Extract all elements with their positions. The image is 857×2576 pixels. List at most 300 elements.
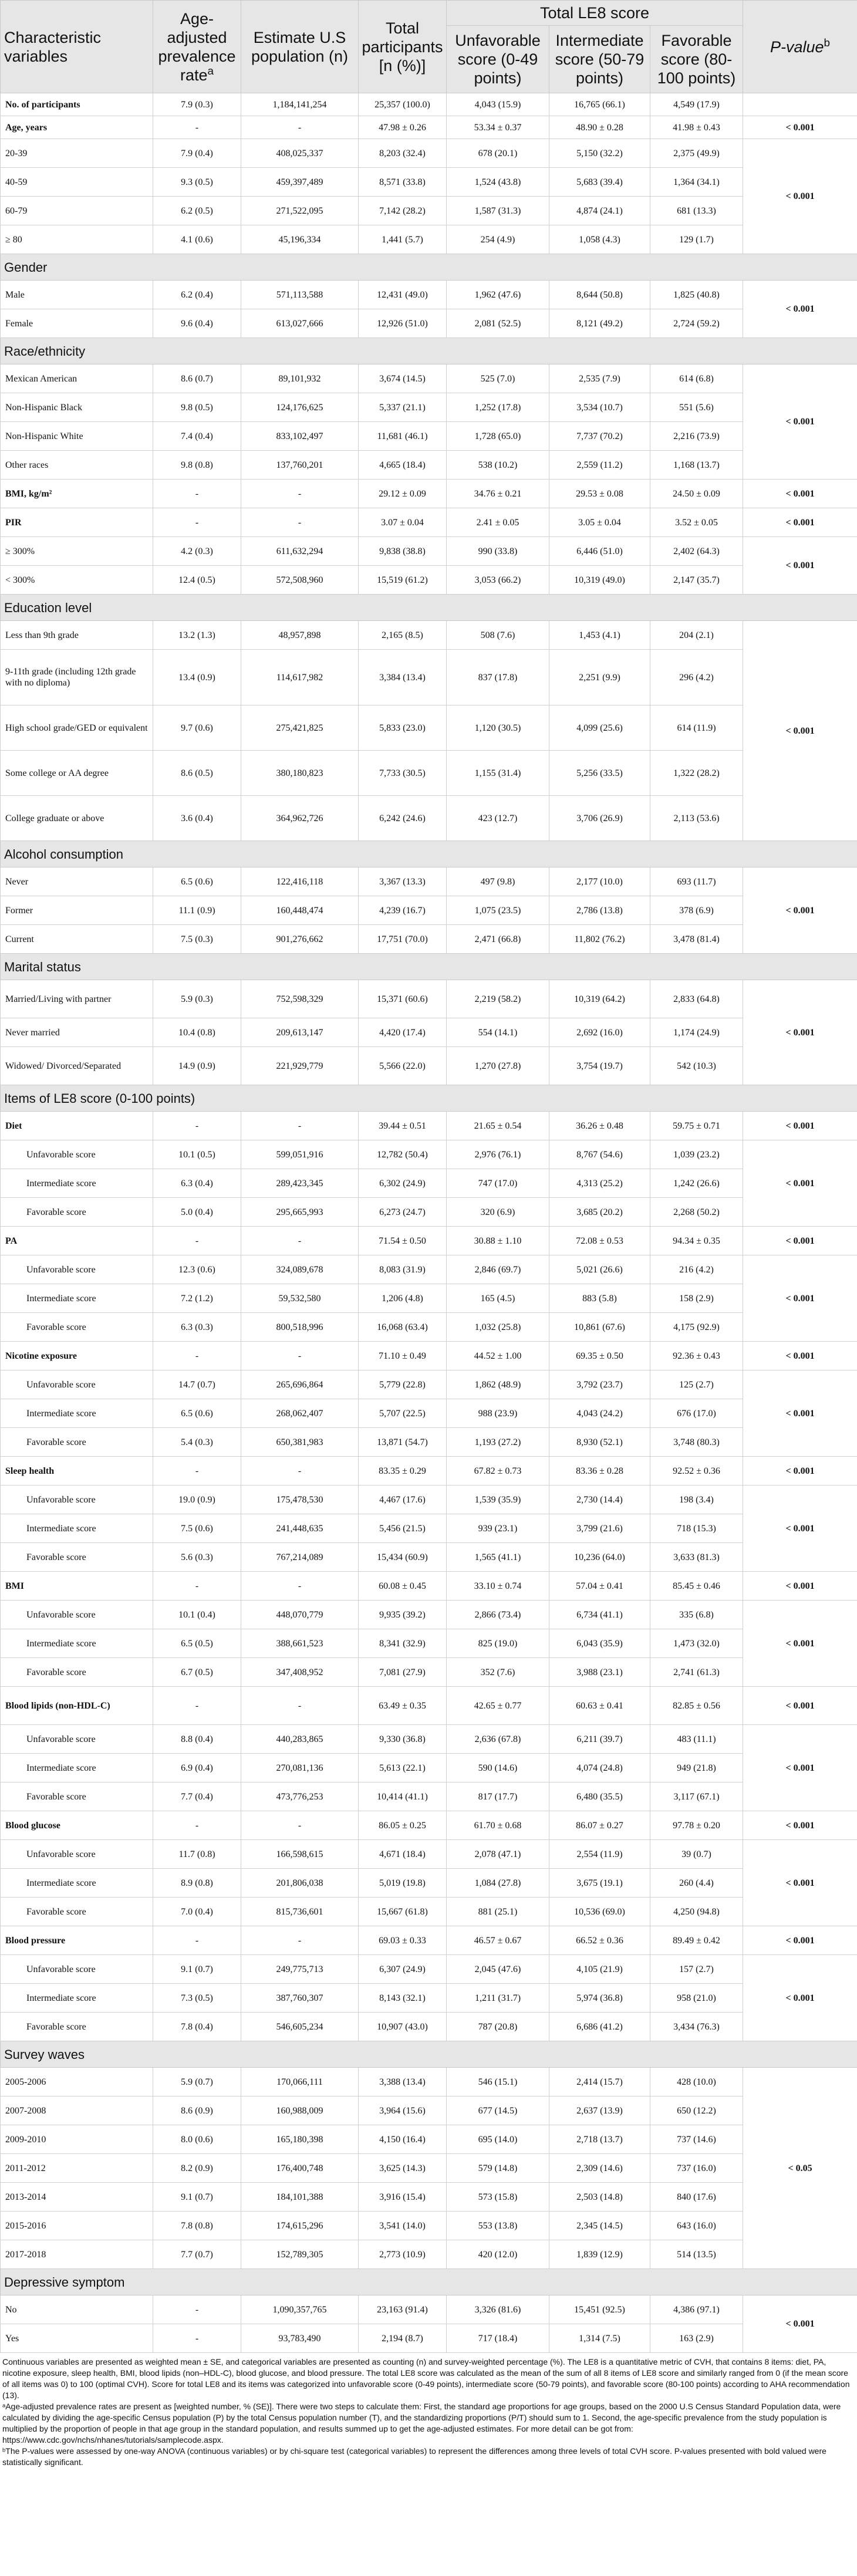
table-row xyxy=(1,1018,857,1047)
intermediate-cell: 2,554 (11.9) xyxy=(549,1840,650,1869)
unfavorable-cell: 2,045 (47.6) xyxy=(447,1955,549,1984)
total-cell: 4,420 (17.4) xyxy=(359,1018,447,1047)
favorable-cell: 82.85 ± 0.56 xyxy=(650,1687,743,1725)
prevalence-cell: 6.9 (0.4) xyxy=(153,1754,241,1782)
intermediate-cell: 2,559 (11.2) xyxy=(549,451,650,480)
intermediate-cell: 5,256 (33.5) xyxy=(549,751,650,796)
prevalence-cell: 9.7 (0.6) xyxy=(153,705,241,751)
unfavorable-cell: 3,053 (66.2) xyxy=(447,566,549,595)
population-cell: 152,789,305 xyxy=(241,2240,359,2269)
row-label: Mexican American xyxy=(1,364,153,393)
total-cell: 10,414 (41.1) xyxy=(359,1782,447,1811)
favorable-cell: 296 (4.2) xyxy=(650,650,743,705)
unfavorable-cell: 717 (18.4) xyxy=(447,2324,549,2353)
row-label: PIR xyxy=(1,508,153,537)
favorable-cell: 3,748 (80.3) xyxy=(650,1428,743,1457)
favorable-cell: 1,242 (26.6) xyxy=(650,1169,743,1198)
total-cell: 5,456 (21.5) xyxy=(359,1514,447,1543)
row-label: College graduate or above xyxy=(1,796,153,841)
unfavorable-cell: 42.65 ± 0.77 xyxy=(447,1687,549,1725)
total-cell: 17,751 (70.0) xyxy=(359,925,447,954)
favorable-cell: 514 (13.5) xyxy=(650,2240,743,2269)
prevalence-cell: 9.8 (0.8) xyxy=(153,451,241,480)
prevalence-cell: 10.4 (0.8) xyxy=(153,1018,241,1047)
total-cell: 71.54 ± 0.50 xyxy=(359,1227,447,1255)
prevalence-cell: 3.6 (0.4) xyxy=(153,796,241,841)
intermediate-cell: 4,313 (25.2) xyxy=(549,1169,650,1198)
population-cell: 268,062,407 xyxy=(241,1399,359,1428)
intermediate-cell: 4,074 (24.8) xyxy=(549,1754,650,1782)
row-label: High school grade/GED or equivalent xyxy=(1,705,153,751)
population-cell: 752,598,329 xyxy=(241,980,359,1018)
header-characteristic: Characteristic variables xyxy=(1,1,153,93)
favorable-cell: 643 (16.0) xyxy=(650,2212,743,2240)
prevalence-cell: - xyxy=(153,1687,241,1725)
population-cell: 265,696,864 xyxy=(241,1370,359,1399)
population-cell: 572,508,960 xyxy=(241,566,359,595)
table-row xyxy=(1,2154,857,2183)
favorable-cell: 92.52 ± 0.36 xyxy=(650,1457,743,1485)
favorable-cell: 378 (6.9) xyxy=(650,896,743,925)
row-label: Intermediate score xyxy=(1,1629,153,1658)
table-row xyxy=(1,1898,857,1926)
section-title: Alcohol consumption xyxy=(1,841,857,867)
header-p-value: P-value$^b$ xyxy=(743,1,857,93)
prevalence-cell: - xyxy=(153,1342,241,1370)
population-cell: 166,598,615 xyxy=(241,1840,359,1869)
prevalence-cell: 4.2 (0.3) xyxy=(153,537,241,566)
prevalence-cell: 12.4 (0.5) xyxy=(153,566,241,595)
favorable-cell: 59.75 ± 0.71 xyxy=(650,1112,743,1140)
prevalence-cell: 11.1 (0.9) xyxy=(153,896,241,925)
total-cell: 39.44 ± 0.51 xyxy=(359,1112,447,1140)
total-cell: 10,907 (43.0) xyxy=(359,2013,447,2041)
header-unfavorable: Unfavorable score (0-49 points) xyxy=(447,26,549,93)
prevalence-cell: 7.5 (0.6) xyxy=(153,1514,241,1543)
total-cell: 6,307 (24.9) xyxy=(359,1955,447,1984)
table-row xyxy=(1,2096,857,2125)
unfavorable-cell: 53.34 ± 0.37 xyxy=(447,116,549,139)
unfavorable-cell: 538 (10.2) xyxy=(447,451,549,480)
table-body xyxy=(1,93,857,2353)
unfavorable-cell: 579 (14.8) xyxy=(447,2154,549,2183)
total-cell: 71.10 ± 0.49 xyxy=(359,1342,447,1370)
intermediate-cell: 3.05 ± 0.04 xyxy=(549,508,650,537)
total-cell: 63.49 ± 0.35 xyxy=(359,1687,447,1725)
prevalence-cell: 7.8 (0.4) xyxy=(153,2013,241,2041)
row-label: BMI, kg/m² xyxy=(1,480,153,508)
population-cell: 221,929,779 xyxy=(241,1047,359,1085)
table-row xyxy=(1,309,857,338)
favorable-cell: 542 (10.3) xyxy=(650,1047,743,1085)
intermediate-cell: 6,043 (35.9) xyxy=(549,1629,650,1658)
table-row xyxy=(1,2013,857,2041)
population-cell: 650,381,983 xyxy=(241,1428,359,1457)
intermediate-cell: 1,839 (12.9) xyxy=(549,2240,650,2269)
row-label: PA xyxy=(1,1227,153,1255)
population-cell: - xyxy=(241,480,359,508)
favorable-cell: 2,402 (64.3) xyxy=(650,537,743,566)
unfavorable-cell: 254 (4.9) xyxy=(447,225,549,254)
table-row xyxy=(1,139,857,168)
population-cell: - xyxy=(241,1227,359,1255)
total-cell: 4,239 (16.7) xyxy=(359,896,447,925)
favorable-cell: 693 (11.7) xyxy=(650,867,743,896)
unfavorable-cell: 1,587 (31.3) xyxy=(447,197,549,225)
unfavorable-cell: 508 (7.6) xyxy=(447,621,549,650)
row-label: 2011-2012 xyxy=(1,2154,153,2183)
favorable-cell: 92.36 ± 0.43 xyxy=(650,1342,743,1370)
prevalence-cell: 19.0 (0.9) xyxy=(153,1485,241,1514)
prevalence-cell: - xyxy=(153,1227,241,1255)
table-row xyxy=(1,1984,857,2013)
total-cell: 7,142 (28.2) xyxy=(359,197,447,225)
row-label: Some college or AA degree xyxy=(1,751,153,796)
favorable-cell: 41.98 ± 0.43 xyxy=(650,116,743,139)
favorable-cell: 335 (6.8) xyxy=(650,1601,743,1629)
population-cell: 448,070,779 xyxy=(241,1601,359,1629)
p-value-cell: < 0.001 xyxy=(743,1370,857,1457)
table-row xyxy=(1,1140,857,1169)
population-cell: 295,665,993 xyxy=(241,1198,359,1227)
table-row xyxy=(1,1658,857,1687)
favorable-cell: 2,147 (35.7) xyxy=(650,566,743,595)
intermediate-cell: 48.90 ± 0.28 xyxy=(549,116,650,139)
table-row xyxy=(1,1399,857,1428)
population-cell: 324,089,678 xyxy=(241,1255,359,1284)
intermediate-cell: 6,446 (51.0) xyxy=(549,537,650,566)
table-row xyxy=(1,281,857,309)
population-cell: - xyxy=(241,1457,359,1485)
table-row xyxy=(1,1955,857,1984)
population-cell: 249,775,713 xyxy=(241,1955,359,1984)
p-value-cell: < 0.001 xyxy=(743,1342,857,1370)
prevalence-cell: 8.6 (0.5) xyxy=(153,751,241,796)
unfavorable-cell: 420 (12.0) xyxy=(447,2240,549,2269)
intermediate-cell: 4,105 (21.9) xyxy=(549,1955,650,1984)
population-cell: 45,196,334 xyxy=(241,225,359,254)
population-cell: 184,101,388 xyxy=(241,2183,359,2212)
row-label: 2017-2018 xyxy=(1,2240,153,2269)
intermediate-cell: 10,319 (64.2) xyxy=(549,980,650,1018)
table-row xyxy=(1,1782,857,1811)
section-header-row xyxy=(1,338,857,364)
row-label: BMI xyxy=(1,1572,153,1601)
section-title: Items of LE8 score (0-100 points) xyxy=(1,1085,857,1112)
total-cell: 5,779 (22.8) xyxy=(359,1370,447,1399)
row-label: 2013-2014 xyxy=(1,2183,153,2212)
prevalence-cell: 7.9 (0.4) xyxy=(153,139,241,168)
row-label: Former xyxy=(1,896,153,925)
row-label: Male xyxy=(1,281,153,309)
table-row xyxy=(1,1869,857,1898)
row-label: ≥ 300% xyxy=(1,537,153,566)
unfavorable-cell: 1,193 (27.2) xyxy=(447,1428,549,1457)
intermediate-cell: 8,121 (49.2) xyxy=(549,309,650,338)
unfavorable-cell: 497 (9.8) xyxy=(447,867,549,896)
total-cell: 3,625 (14.3) xyxy=(359,2154,447,2183)
p-value-cell: < 0.001 xyxy=(743,1687,857,1725)
p-value-cell: < 0.001 xyxy=(743,480,857,508)
table-row xyxy=(1,1485,857,1514)
table-row xyxy=(1,751,857,796)
p-value-cell: < 0.001 xyxy=(743,1140,857,1227)
intermediate-cell: 3,988 (23.1) xyxy=(549,1658,650,1687)
footnote-a: ᵃAge-adjusted prevalence rates are present as [weighted number, % (SE)]. There were two steps to calculate them: First, the standard age proportions for age groups, based on the 2000 U.S Census Standard Population data, were calculated by dividing the age-specific Census population (P) by the total Census population number (T), and the standardizing proportions (P/T) should sum to 1. Second, the age-specific prevalence from the study population is multiplied by the proportion of people in that age group in the standard population, and results summed up to get the age-adjusted estimates. For more detail can be got from: https://www.cdc.gov/nchs/nhanes/tutorials/samplecode.aspx. xyxy=(2,2402,841,2445)
intermediate-cell: 57.04 ± 0.41 xyxy=(549,1572,650,1601)
table-row xyxy=(1,1169,857,1198)
population-cell: 387,760,307 xyxy=(241,1984,359,2013)
unfavorable-cell: 1,728 (65.0) xyxy=(447,422,549,451)
favorable-cell: 718 (15.3) xyxy=(650,1514,743,1543)
population-cell: - xyxy=(241,1926,359,1955)
row-label: 2009-2010 xyxy=(1,2125,153,2154)
population-cell: 459,397,489 xyxy=(241,168,359,197)
row-label: Unfavorable score xyxy=(1,1601,153,1629)
intermediate-cell: 7,737 (70.2) xyxy=(549,422,650,451)
table-row xyxy=(1,1112,857,1140)
population-cell: 599,051,916 xyxy=(241,1140,359,1169)
unfavorable-cell: 1,270 (27.8) xyxy=(447,1047,549,1085)
row-label: Intermediate score xyxy=(1,1869,153,1898)
row-label: Favorable score xyxy=(1,1198,153,1227)
row-label: Unfavorable score xyxy=(1,1370,153,1399)
total-cell: 8,571 (33.8) xyxy=(359,168,447,197)
prevalence-cell: 9.3 (0.5) xyxy=(153,168,241,197)
favorable-cell: 958 (21.0) xyxy=(650,1984,743,2013)
total-cell: 2,165 (8.5) xyxy=(359,621,447,650)
total-cell: 4,671 (18.4) xyxy=(359,1840,447,1869)
population-cell: 174,615,296 xyxy=(241,2212,359,2240)
prevalence-cell: 14.7 (0.7) xyxy=(153,1370,241,1399)
row-label: Blood glucose xyxy=(1,1811,153,1840)
total-cell: 9,838 (38.8) xyxy=(359,537,447,566)
intermediate-cell: 4,043 (24.2) xyxy=(549,1399,650,1428)
intermediate-cell: 10,861 (67.6) xyxy=(549,1313,650,1342)
p-value-cell: < 0.001 xyxy=(743,980,857,1085)
prevalence-cell: 14.9 (0.9) xyxy=(153,1047,241,1085)
prevalence-cell: - xyxy=(153,1811,241,1840)
total-cell: 60.08 ± 0.45 xyxy=(359,1572,447,1601)
total-cell: 3,964 (15.6) xyxy=(359,2096,447,2125)
intermediate-cell: 2,730 (14.4) xyxy=(549,1485,650,1514)
row-label: Blood lipids (non-HDL-C) xyxy=(1,1687,153,1725)
prevalence-cell: 6.5 (0.5) xyxy=(153,1629,241,1658)
prevalence-cell: - xyxy=(153,1112,241,1140)
prevalence-cell: - xyxy=(153,480,241,508)
prevalence-cell: - xyxy=(153,2295,241,2324)
intermediate-cell: 5,150 (32.2) xyxy=(549,139,650,168)
table-row xyxy=(1,1601,857,1629)
total-cell: 3,367 (13.3) xyxy=(359,867,447,896)
row-label: Widowed/ Divorced/Separated xyxy=(1,1047,153,1085)
population-cell: 289,423,345 xyxy=(241,1169,359,1198)
population-cell: 176,400,748 xyxy=(241,2154,359,2183)
unfavorable-cell: 554 (14.1) xyxy=(447,1018,549,1047)
total-cell: 7,081 (27.9) xyxy=(359,1658,447,1687)
population-cell: 241,448,635 xyxy=(241,1514,359,1543)
row-label: Favorable score xyxy=(1,1658,153,1687)
population-cell: 93,783,490 xyxy=(241,2324,359,2353)
population-cell: 165,180,398 xyxy=(241,2125,359,2154)
total-cell: 9,935 (39.2) xyxy=(359,1601,447,1629)
population-cell: 571,113,588 xyxy=(241,281,359,309)
table-row xyxy=(1,451,857,480)
p-value-cell: < 0.001 xyxy=(743,1926,857,1955)
total-cell: 8,143 (32.1) xyxy=(359,1984,447,2013)
p-value-cell: < 0.001 xyxy=(743,1227,857,1255)
prevalence-cell: 5.0 (0.4) xyxy=(153,1198,241,1227)
p-value-cell: < 0.001 xyxy=(743,1725,857,1811)
intermediate-cell: 1,453 (4.1) xyxy=(549,621,650,650)
favorable-cell: 2,113 (53.6) xyxy=(650,796,743,841)
row-label: No. of participants xyxy=(1,93,153,116)
favorable-cell: 737 (14.6) xyxy=(650,2125,743,2154)
population-cell: 833,102,497 xyxy=(241,422,359,451)
p-value-cell: < 0.001 xyxy=(743,2295,857,2353)
population-cell: 160,448,474 xyxy=(241,896,359,925)
section-header-row xyxy=(1,254,857,281)
favorable-cell: 428 (10.0) xyxy=(650,2068,743,2096)
favorable-cell: 2,833 (64.8) xyxy=(650,980,743,1018)
row-label: Yes xyxy=(1,2324,153,2353)
intermediate-cell: 6,211 (39.7) xyxy=(549,1725,650,1754)
intermediate-cell: 3,754 (19.7) xyxy=(549,1047,650,1085)
unfavorable-cell: 2,471 (66.8) xyxy=(447,925,549,954)
population-cell: 611,632,294 xyxy=(241,537,359,566)
row-label: < 300% xyxy=(1,566,153,595)
prevalence-cell: 6.5 (0.6) xyxy=(153,1399,241,1428)
population-cell: 1,184,141,254 xyxy=(241,93,359,116)
total-cell: 6,242 (24.6) xyxy=(359,796,447,841)
intermediate-cell: 4,874 (24.1) xyxy=(549,197,650,225)
unfavorable-cell: 3,326 (81.6) xyxy=(447,2295,549,2324)
prevalence-cell: 9.8 (0.5) xyxy=(153,393,241,422)
prevalence-cell: - xyxy=(153,2324,241,2353)
table-row xyxy=(1,508,857,537)
population-cell: 170,066,111 xyxy=(241,2068,359,2096)
row-label: No xyxy=(1,2295,153,2324)
row-label: Female xyxy=(1,309,153,338)
population-cell: 800,518,996 xyxy=(241,1313,359,1342)
unfavorable-cell: 677 (14.5) xyxy=(447,2096,549,2125)
unfavorable-cell: 525 (7.0) xyxy=(447,364,549,393)
prevalence-cell: 7.7 (0.7) xyxy=(153,2240,241,2269)
favorable-cell: 681 (13.3) xyxy=(650,197,743,225)
intermediate-cell: 6,480 (35.5) xyxy=(549,1782,650,1811)
row-label: Blood pressure xyxy=(1,1926,153,1955)
population-cell: 1,090,357,765 xyxy=(241,2295,359,2324)
row-label: Non-Hispanic White xyxy=(1,422,153,451)
table-row xyxy=(1,1572,857,1601)
prevalence-cell: 5.9 (0.3) xyxy=(153,980,241,1018)
section-title: Education level xyxy=(1,595,857,621)
unfavorable-cell: 787 (20.8) xyxy=(447,2013,549,2041)
unfavorable-cell: 1,075 (23.5) xyxy=(447,896,549,925)
total-cell: 5,337 (21.1) xyxy=(359,393,447,422)
total-cell: 1,441 (5.7) xyxy=(359,225,447,254)
unfavorable-cell: 165 (4.5) xyxy=(447,1284,549,1313)
favorable-cell: 1,174 (24.9) xyxy=(650,1018,743,1047)
favorable-cell: 676 (17.0) xyxy=(650,1399,743,1428)
prevalence-cell: 8.8 (0.4) xyxy=(153,1725,241,1754)
favorable-cell: 1,825 (40.8) xyxy=(650,281,743,309)
header-prevalence: Age-adjusted prevalence rate$^a$ xyxy=(153,1,241,93)
total-cell: 5,019 (19.8) xyxy=(359,1869,447,1898)
favorable-cell: 24.50 ± 0.09 xyxy=(650,480,743,508)
total-cell: 4,467 (17.6) xyxy=(359,1485,447,1514)
total-cell: 23,163 (91.4) xyxy=(359,2295,447,2324)
header-population: Estimate U.S population (n) xyxy=(241,1,359,93)
table-row xyxy=(1,867,857,896)
total-cell: 3,384 (13.4) xyxy=(359,650,447,705)
row-label: Nicotine exposure xyxy=(1,1342,153,1370)
prevalence-cell: 13.2 (1.3) xyxy=(153,621,241,650)
section-header-row xyxy=(1,1085,857,1112)
row-label: Other races xyxy=(1,451,153,480)
table-row xyxy=(1,980,857,1018)
intermediate-cell: 3,534 (10.7) xyxy=(549,393,650,422)
prevalence-cell: 6.5 (0.6) xyxy=(153,867,241,896)
intermediate-cell: 4,099 (25.6) xyxy=(549,705,650,751)
table-row xyxy=(1,650,857,705)
population-cell: 408,025,337 xyxy=(241,139,359,168)
row-label: Intermediate score xyxy=(1,1754,153,1782)
total-cell: 6,302 (24.9) xyxy=(359,1169,447,1198)
table-row xyxy=(1,168,857,197)
intermediate-cell: 11,802 (76.2) xyxy=(549,925,650,954)
row-label: Favorable score xyxy=(1,1428,153,1457)
unfavorable-cell: 46.57 ± 0.67 xyxy=(447,1926,549,1955)
intermediate-cell: 2,637 (13.9) xyxy=(549,2096,650,2125)
table-row xyxy=(1,93,857,116)
intermediate-cell: 2,345 (14.5) xyxy=(549,2212,650,2240)
prevalence-cell: 9.6 (0.4) xyxy=(153,309,241,338)
favorable-cell: 949 (21.8) xyxy=(650,1754,743,1782)
prevalence-cell: 6.2 (0.4) xyxy=(153,281,241,309)
prevalence-cell: 7.8 (0.8) xyxy=(153,2212,241,2240)
population-cell: 270,081,136 xyxy=(241,1754,359,1782)
total-cell: 5,613 (22.1) xyxy=(359,1754,447,1782)
prevalence-cell: 7.5 (0.3) xyxy=(153,925,241,954)
unfavorable-cell: 817 (17.7) xyxy=(447,1782,549,1811)
favorable-cell: 94.34 ± 0.35 xyxy=(650,1227,743,1255)
unfavorable-cell: 1,032 (25.8) xyxy=(447,1313,549,1342)
row-label: Favorable score xyxy=(1,1313,153,1342)
unfavorable-cell: 988 (23.9) xyxy=(447,1399,549,1428)
p-value-cell: < 0.001 xyxy=(743,867,857,954)
favorable-cell: 163 (2.9) xyxy=(650,2324,743,2353)
population-cell: 613,027,666 xyxy=(241,309,359,338)
table-row xyxy=(1,896,857,925)
table-row xyxy=(1,2295,857,2324)
total-cell: 8,083 (31.9) xyxy=(359,1255,447,1284)
favorable-cell: 125 (2.7) xyxy=(650,1370,743,1399)
table-row xyxy=(1,1313,857,1342)
favorable-cell: 650 (12.2) xyxy=(650,2096,743,2125)
prevalence-cell: 13.4 (0.9) xyxy=(153,650,241,705)
table-row xyxy=(1,1370,857,1399)
unfavorable-cell: 1,524 (43.8) xyxy=(447,168,549,197)
prevalence-cell: - xyxy=(153,1572,241,1601)
intermediate-cell: 29.53 ± 0.08 xyxy=(549,480,650,508)
favorable-cell: 39 (0.7) xyxy=(650,1840,743,1869)
unfavorable-cell: 2.41 ± 0.05 xyxy=(447,508,549,537)
row-label: Intermediate score xyxy=(1,1399,153,1428)
intermediate-cell: 2,692 (16.0) xyxy=(549,1018,650,1047)
row-label: Unfavorable score xyxy=(1,1255,153,1284)
total-cell: 7,733 (30.5) xyxy=(359,751,447,796)
